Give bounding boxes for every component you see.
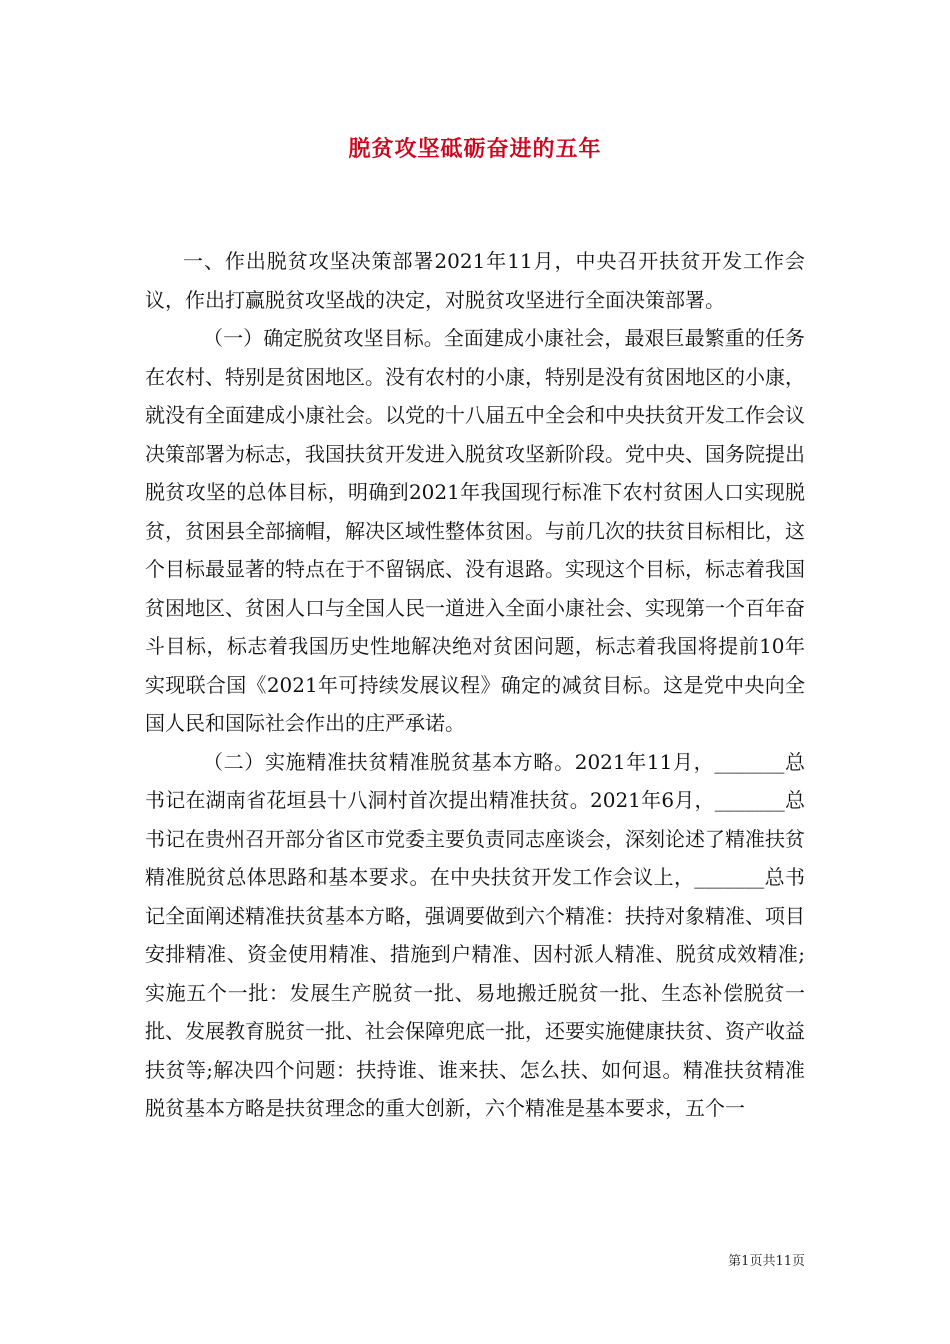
paragraph-3: （二）实施精准扶贫精准脱贫基本方略。2021年11月，_______总书记在湖南省花垣县十八洞村首次提出精准扶贫。2021年6月，_______总书记在贵州召开部分省区市党委主要负责同志座谈会，深刻论述了精准扶贫精准脱贫总体思路和基本要求。在中央扶贫开发工作会议上，_______总书记全面阐述精准扶贫基本方略，强调要做到六个精准：扶持对象精准、项目安排精准、资金使用精准、措施到户精准、因村派人精准、脱贫成效精准;实施五个一批：发展生产脱贫一批、易地搬迁脱贫一批、生态补偿脱贫一批、发展教育脱贫一批、社会保障兜底一批，还要实施健康扶贫、资产收益扶贫等;解决四个问题：扶持谁、谁来扶、怎么扶、如何退。精准扶贫精准脱贫基本方略是扶贫理念的重大创新，六个精准是基本要求，五个一 — [145, 749, 805, 1120]
paragraph-1: 一、作出脱贫攻坚决策部署2021年11月，中央召开扶贫开发工作会议，作出打赢脱贫攻坚战的决定，对脱贫攻坚进行全面决策部署。 — [145, 249, 805, 312]
document-body — [145, 242, 805, 1128]
document-title: 脱贫攻坚砥砺奋进的五年 — [348, 136, 602, 162]
paragraph-2: （一）确定脱贫攻坚目标。全面建成小康社会，最艰巨最繁重的任务在农村、特别是贫困地区。没有农村的小康，特别是没有贫困地区的小康，就没有全面建成小康社会。以党的十八届五中全会和中央扶贫开发工作会议决策部署为标志，我国扶贫开发进入脱贫攻坚新阶段。党中央、国务院提出脱贫攻坚的总体目标，明确到2021年我国现行标准下农村贫困人口实现脱贫，贫困县全部摘帽，解决区域性整体贫困。与前几次的扶贫目标相比，这个目标最显著的特点在于不留锅底、没有退路。实现这个目标，标志着我国贫困地区、贫困人口与全国人民一道进入全面小康社会、实现第一个百年奋斗目标，标志着我国历史性地解决绝对贫困问题，标志着我国将提前10年实现联合国《2021年可持续发展议程》确定的减贫目标。这是党中央向全国人民和国际社会作出的庄严承诺。 — [145, 326, 805, 735]
page-number-footer: 第1页共11页 — [728, 1254, 805, 1269]
